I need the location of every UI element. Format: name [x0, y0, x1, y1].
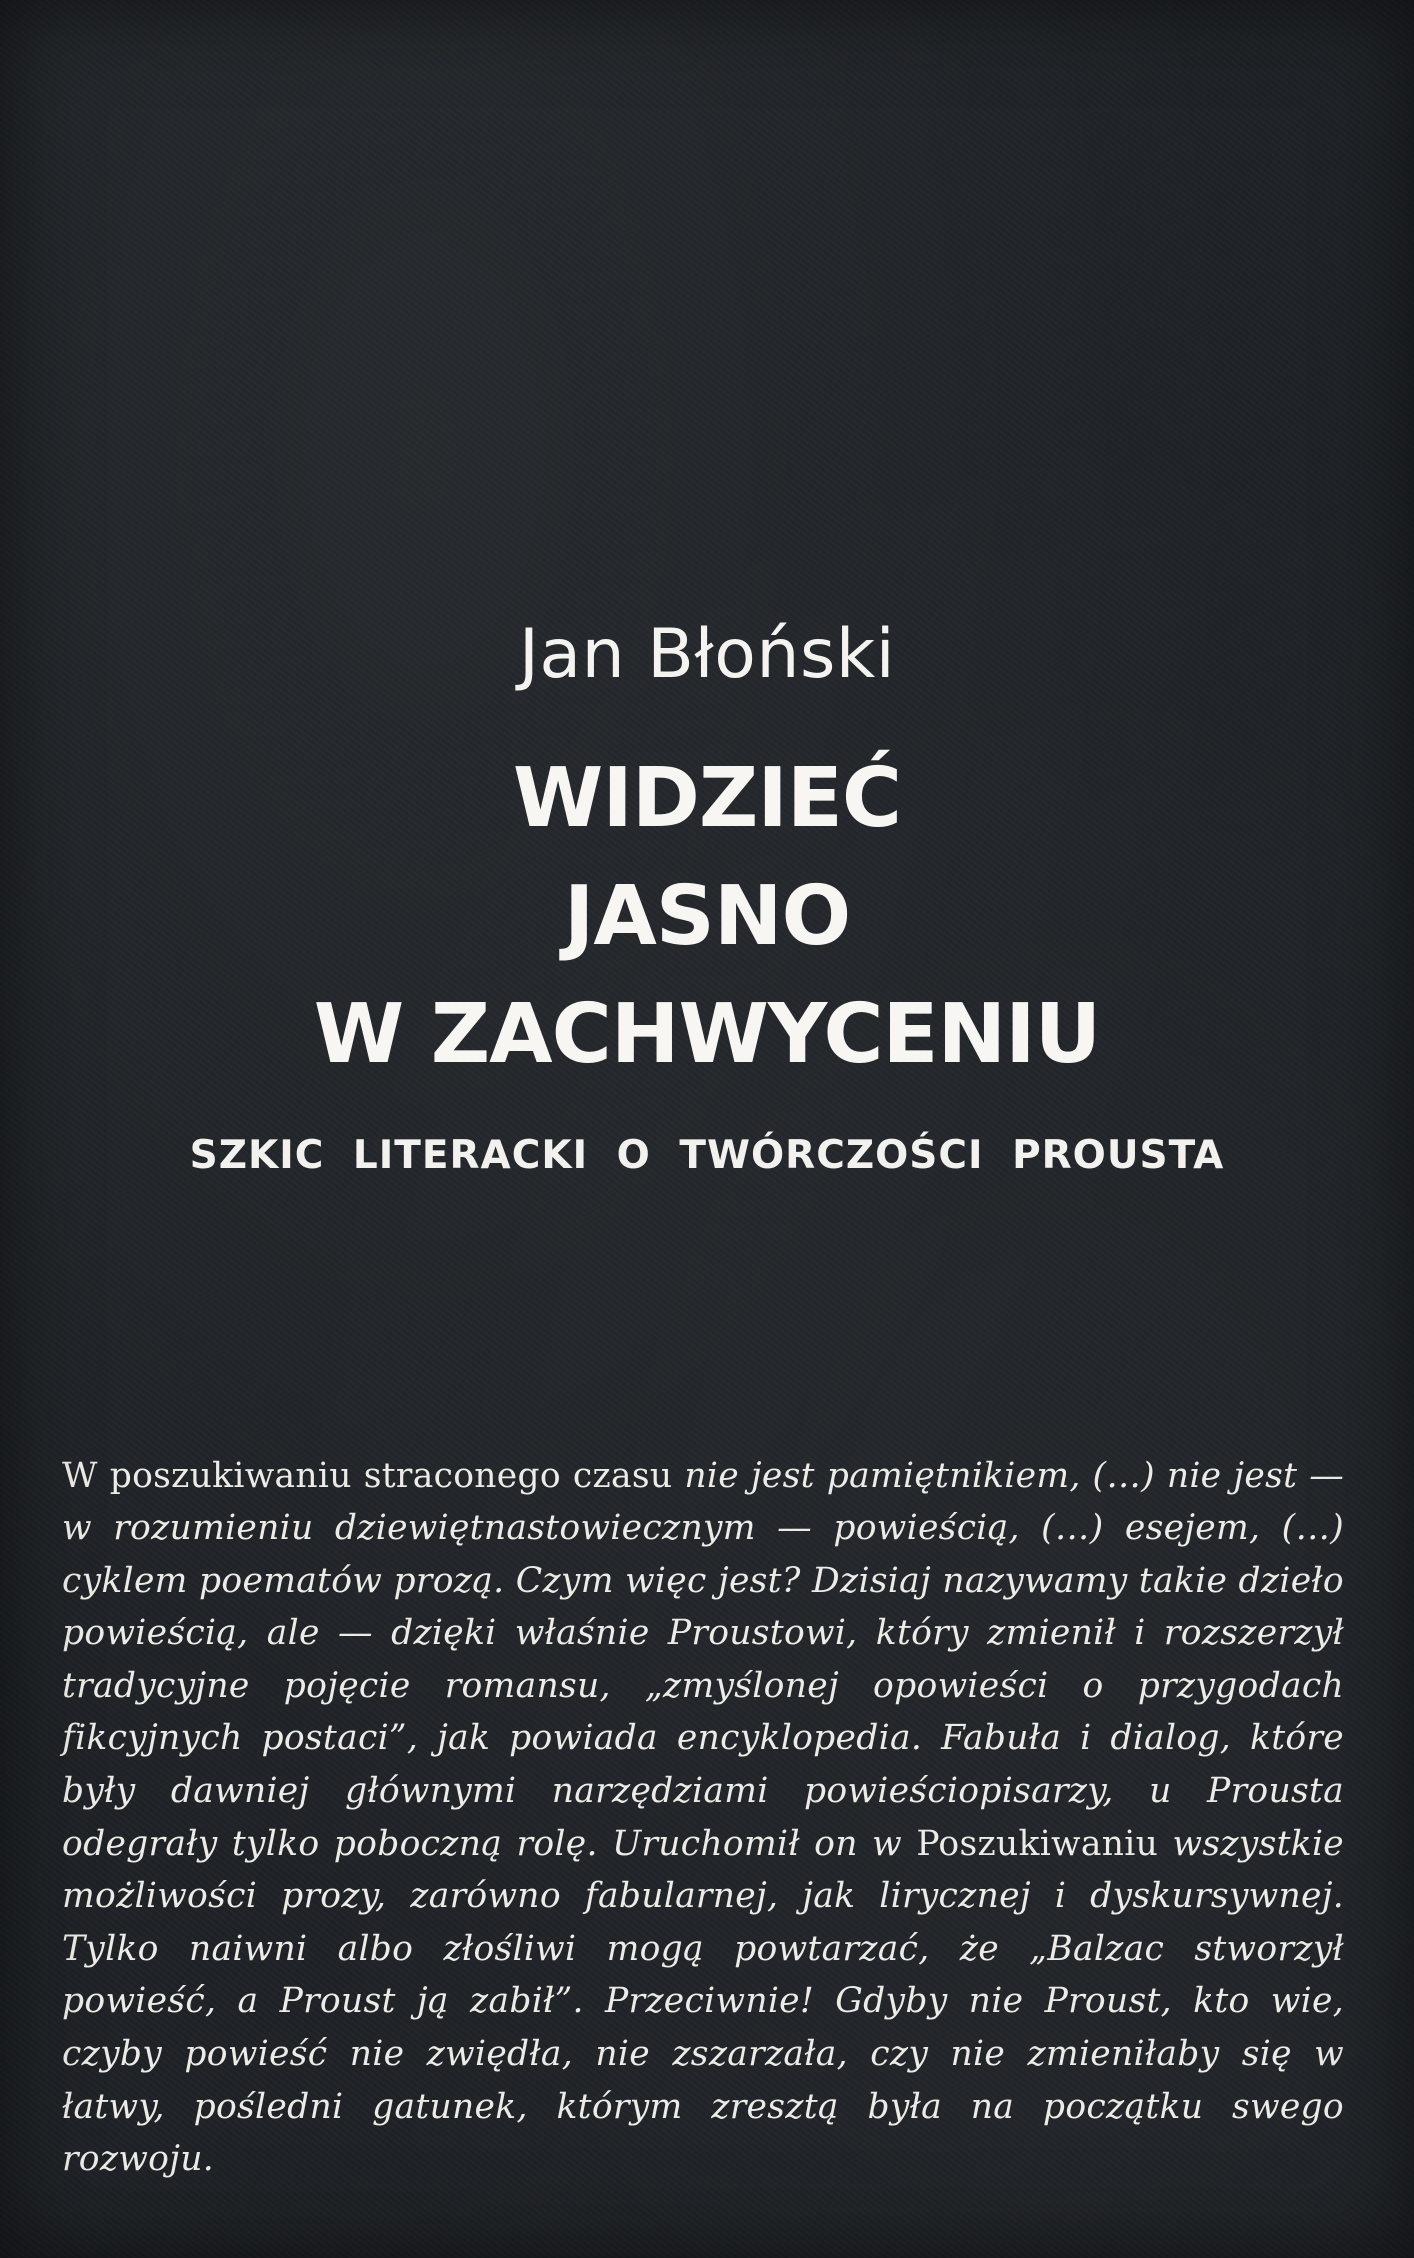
author-name: Jan Błoński: [518, 615, 896, 694]
book-title: [0, 740, 1414, 1094]
back-cover-blurb: [62, 1450, 1344, 2186]
blurb-work-short-title: Poszukiwaniu: [916, 1823, 1159, 1864]
title-line-2: JASNO: [563, 869, 851, 964]
title-line-1: WIDZIEĆ: [512, 751, 902, 846]
book-subtitle: SZKIC LITERACKI O TWÓRCZOŚCI PROUSTA: [189, 1133, 1225, 1178]
blurb-text-part-2: wszystkie możliwości prozy, zarówno fabularnej, jak lirycznej i dyskursywnej. Tylko naiwni albo złośliwi mogą powtarzać, że „Balzac stworzył powieść, a Proust ją zabił”. Przeciwnie! Gdyby nie Proust, kto wie, czyby powieść nie zwiędła, nie zszarzała, czy nie zmieniłaby się w łatwy, pośledni gatunek, którym zresztą była na początku swego rozwoju.: [62, 1823, 1345, 2180]
blurb-work-title: W poszukiwaniu straconego czasu: [62, 1455, 673, 1496]
blurb-text-part-1: nie jest pamiętnikiem, (…) nie jest — w rozumieniu dziewiętnastowiecznym — powieścią, (…) esejem, (…) cyklem poematów prozą. Czym więc jest? Dzisiaj nazywamy takie dzieło powieścią, ale — dzięki właśnie Proustowi, który zmienił i rozszerzył tradycyjne pojęcie romansu, „zmyślonej opowieści o przygodach fikcyjnych postaci”, jak powiada encyklopedia. Fabuła i dialog, które były dawniej głównymi narzędziami powieściopisarzy, u Prousta odegrały tylko poboczną rolę. Uruchomił on w: [62, 1455, 1344, 1864]
title-line-3: W ZACHWYCENIU: [313, 987, 1101, 1082]
